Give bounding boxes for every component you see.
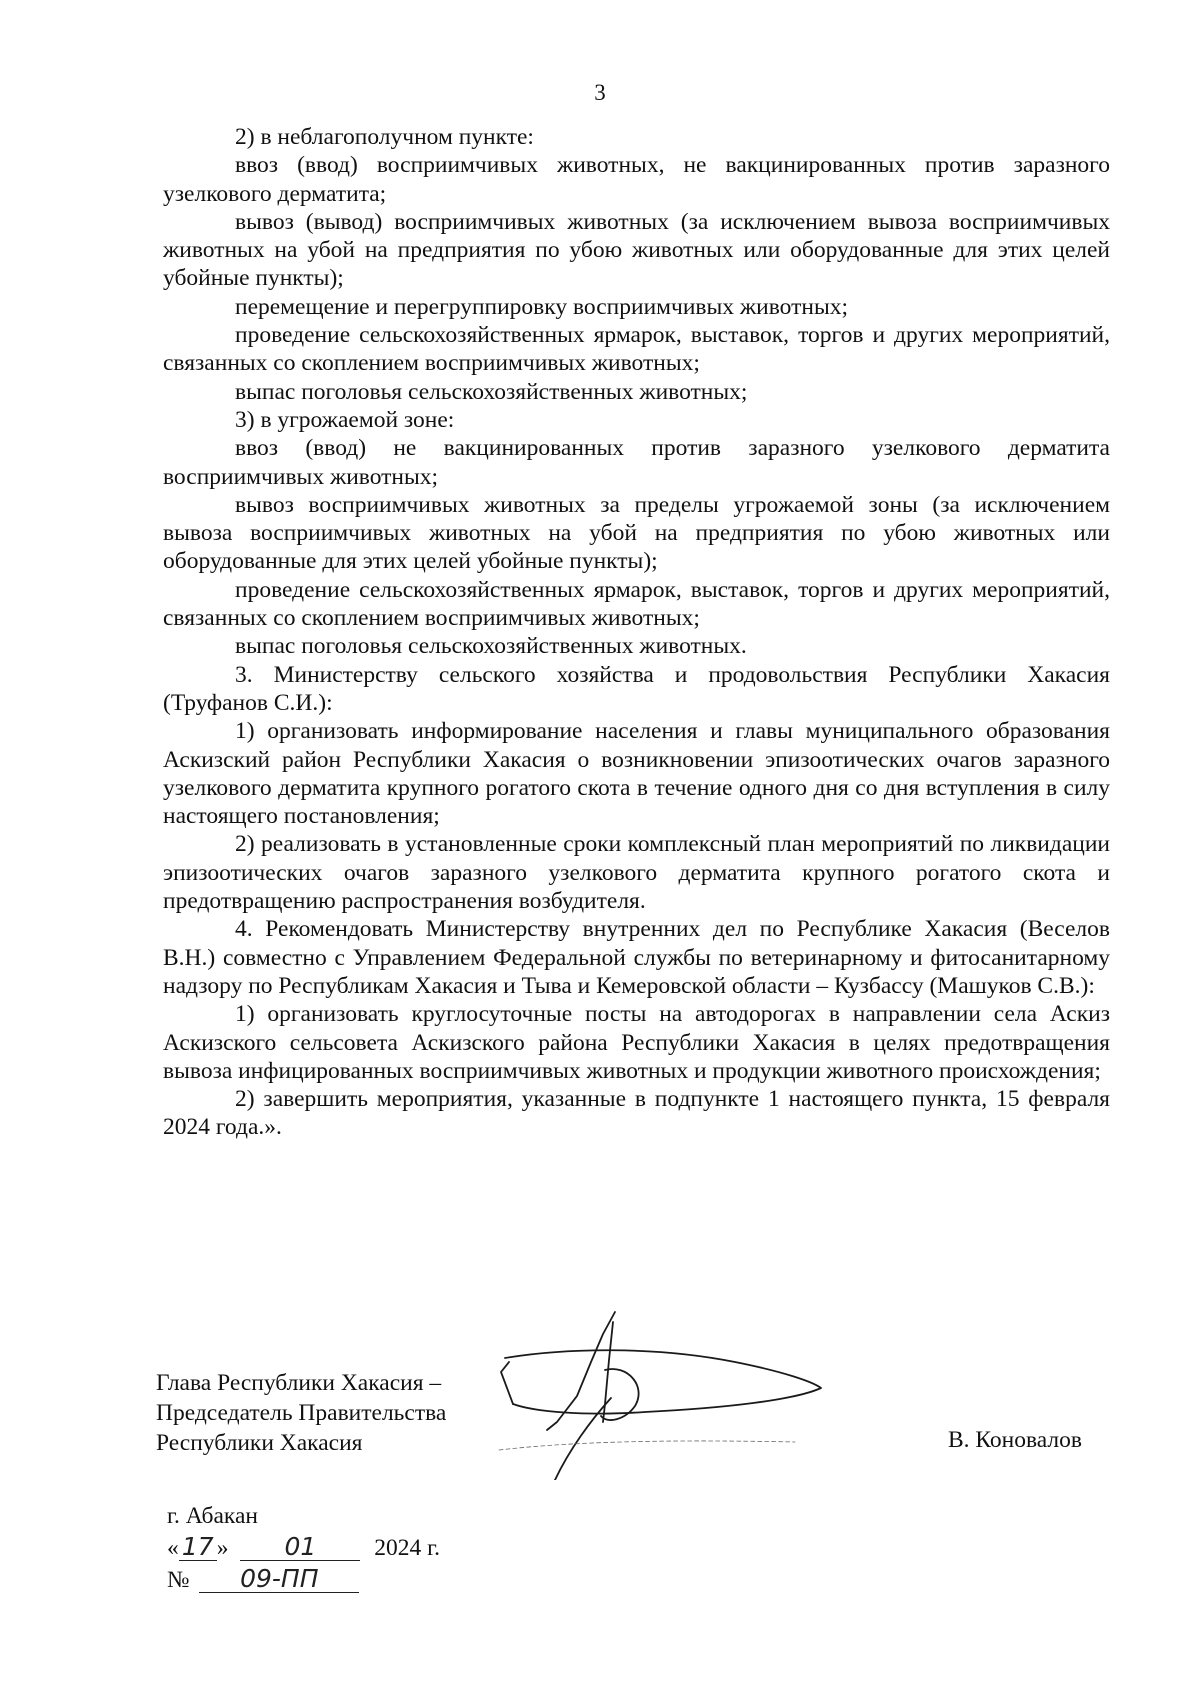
- paragraph: вывоз восприимчивых животных за пределы угрожаемой зоны (за исключением вывоза восприимчивых животных на убой на предприятия по убою животных или оборудованные для этих целей убойные пункты);: [163, 491, 1110, 575]
- page-number: 3: [594, 80, 606, 105]
- date-line: [167, 1532, 440, 1564]
- paragraph: 3. Министерству сельского хозяйства и продовольствия Республики Хакасия (Труфанов С.И.):: [163, 661, 1110, 716]
- document-body: [163, 123, 1110, 1142]
- paragraph: ввоз (ввод) восприимчивых животных, не вакцинированных против заразного узелкового дерматита;: [163, 152, 1110, 207]
- paragraph: перемещение и перегруппировку восприимчивых животных;: [235, 293, 849, 320]
- document-number: 09-ПП: [199, 1566, 359, 1593]
- paragraph: 1) организовать информирование населения и главы муниципального образования Аскизский район Республики Хакасия о возникновении эпизоотических очагов заразного узелкового дерматита крупного рогатого скота в течение одного дня со дня вступления в силу настоящего постановления;: [163, 718, 1110, 830]
- paragraph: 2) завершить мероприятия, указанные в подпункте 1 настоящего пункта, 15 февраля 2024 года.».: [163, 1086, 1110, 1141]
- paragraph: 3) в угрожаемой зоне:: [235, 406, 455, 433]
- signer-title-line: Республики Хакасия: [156, 1430, 363, 1456]
- quote-close: »: [216, 1535, 229, 1561]
- date-day: 17: [179, 1534, 217, 1561]
- signer-title: [156, 1368, 446, 1458]
- place-date-block: [167, 1500, 440, 1596]
- paragraph: 1) организовать круглосуточные посты на автодорогах в направлении села Аскиз Аскизского сельсовета Аскизского района Республики Хакасия в целях предотвращения вывоза инфицированных восприимчивых животных и продукции животного происхождения;: [163, 1001, 1110, 1084]
- signer-title-line: Глава Республики Хакасия –: [156, 1370, 442, 1396]
- paragraph: выпас поголовья сельскохозяйственных животных;: [235, 378, 748, 405]
- city-line: [167, 1500, 440, 1532]
- date-year: 2024 г.: [374, 1535, 440, 1561]
- paragraph: 2) реализовать в установленные сроки комплексный план мероприятий по ликвидации эпизоотических очагов заразного узелкового дерматита крупного рогатого скота и предотвращению распространения возбудителя.: [163, 831, 1110, 915]
- date-month: 01: [240, 1534, 360, 1561]
- paragraph: 2) в неблагополучном пункте:: [235, 124, 534, 150]
- handwritten-signature: [495, 1300, 845, 1480]
- paragraph: вывоз (вывод) восприимчивых животных (за исключением вывоза восприимчивых животных на убой на предприятия по убою животных или оборудованные для этих целей убойные пункты);: [163, 208, 1110, 292]
- paragraph: выпас поголовья сельскохозяйственных животных.: [235, 633, 747, 660]
- number-line: [167, 1564, 440, 1596]
- paragraph: проведение сельскохозяйственных ярмарок, выставок, торгов и других мероприятий, связанных со скоплением восприимчивых животных;: [163, 322, 1110, 377]
- quote-open: «: [167, 1535, 179, 1561]
- number-label: №: [167, 1567, 190, 1593]
- signer-title-line: Председатель Правительства: [156, 1400, 447, 1426]
- city: г. Абакан: [167, 1503, 258, 1529]
- signer-name: В. Коновалов: [948, 1427, 1083, 1453]
- paragraph: проведение сельскохозяйственных ярмарок, выставок, торгов и других мероприятий, связанных со скоплением восприимчивых животных;: [163, 576, 1110, 632]
- paragraph: 4. Рекомендовать Министерству внутренних дел по Республике Хакасия (Веселов В.Н.) совместно с Управлением Федеральной службы по ветеринарному и фитосанитарному надзору по Республикам Хакасия и Тыва и Кемеровской области – Кузбассу (Машуков С.В.):: [163, 916, 1110, 999]
- paragraph: ввоз (ввод) не вакцинированных против заразного узелкового дерматита восприимчивых животных;: [163, 435, 1110, 490]
